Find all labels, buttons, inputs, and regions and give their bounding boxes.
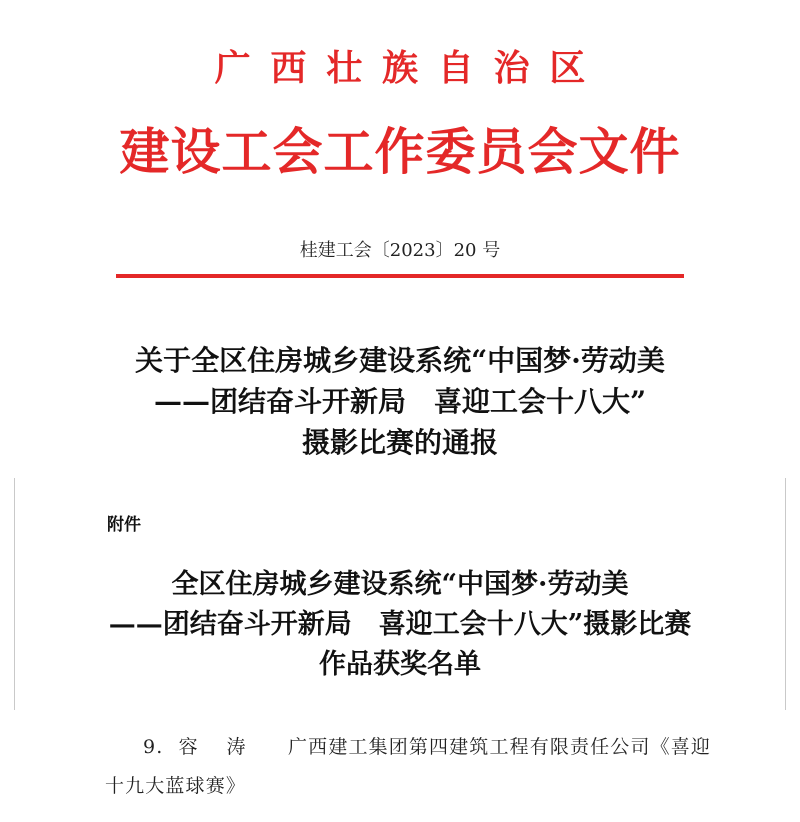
document-number: 桂建工会〔2023〕20 号 [299,240,501,261]
entry-author: 容 涛 [178,736,257,758]
award-list-title-line-1: 全区住房城乡建设系统“中国梦·劳动美 [171,569,629,600]
award-list-title-line-3: 作品获奖名单 [319,649,481,680]
award-entry-line-1 [143,732,711,759]
issuing-region: 广西壮族自治区 [214,47,606,89]
entry-number: 9. [143,736,164,758]
notice-title-line-1: 关于全区住房城乡建设系统“中国梦·劳动美 [135,344,665,377]
notice-title-line-3: 摄影比赛的通报 [301,426,498,459]
notice-title-line-2: ——团结奋斗开新局 喜迎工会十八大” [153,385,647,418]
award-entry-line-2: 十九大蓝球赛》 [105,775,246,797]
red-separator-line [116,274,684,278]
entry-panel [0,712,800,822]
issuing-organization-file: 建设工会工作委员会文件 [119,122,681,181]
entry-work-unit: 广西建工集团第四建筑工程有限责任公司《喜迎 [288,736,711,758]
attachment-label: 附件 [107,515,141,534]
award-list-title-line-2: ——团结奋斗开新局 喜迎工会十八大”摄影比赛 [108,609,692,640]
